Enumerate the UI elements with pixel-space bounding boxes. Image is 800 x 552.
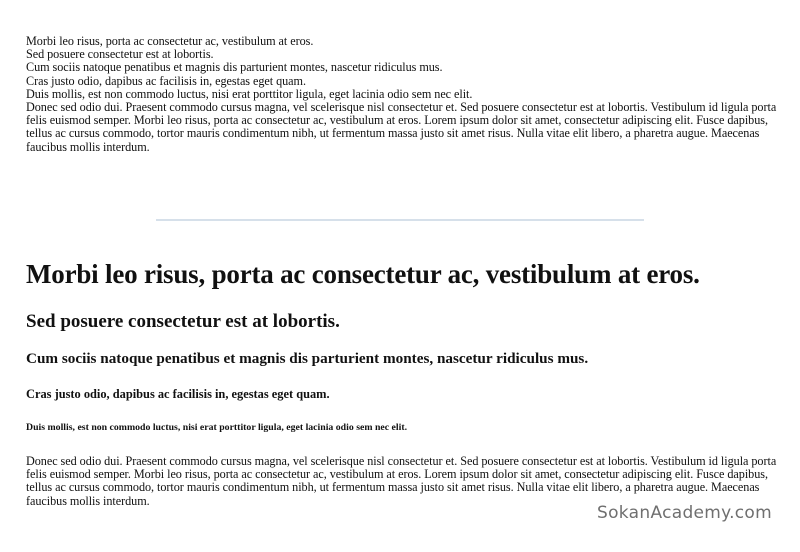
plain-line-2: Sed posuere consectetur est at lobortis. [26, 47, 214, 62]
plain-line-3: Cum sociis natoque penatibus et magnis dis parturient montes, nascetur ridiculus mus. [26, 60, 443, 75]
heading-level-3: Cum sociis natoque penatibus et magnis dis parturient montes, nascetur ridiculus mus. [26, 350, 589, 367]
heading-level-5: Duis mollis, est non commodo luctus, nisi erat porttitor ligula, eget lacinia odio sem nec elit. [26, 422, 408, 433]
plain-line-5: Duis mollis, est non commodo luctus, nisi erat porttitor ligula, eget lacinia odio sem nec elit. [26, 86, 473, 101]
plain-line-1: Morbi leo risus, porta ac consectetur ac, vestibulum at eros. [26, 34, 314, 48]
heading-level-1: Morbi leo risus, porta ac consectetur ac, vestibulum at eros. [26, 259, 700, 289]
watermark-logo: SokanAcademy.com [597, 503, 772, 523]
heading-level-4: Cras justo odio, dapibus ac facilisis in, egestas eget quam. [26, 387, 330, 401]
body-paragraph: Donec sed odio dui. Praesent commodo cursus magna, vel scelerisque nisl consectetur et. Sed posuere consectetur est at lobortis. Vestibulum id ligula porta felis euismod semper. Morbi leo risus, porta ac consectetur ac, vestibulum at eros. Lorem ipsum dolor sit amet, consectetur adipiscing elit. Fusce dapibus, tellus ac cursus commodo, tortor mauris condimentum nibh, ut fermentum massa justo sit amet risus. Nulla vitae elit libero, a pharetra augue. Maecenas faucibus mollis interdum. [26, 454, 777, 508]
heading-level-2: Sed posuere consectetur est at lobortis. [26, 311, 340, 332]
section-divider [156, 219, 644, 221]
plain-paragraph: Donec sed odio dui. Praesent commodo cursus magna, vel scelerisque nisl consectetur et. Sed posuere consectetur est at lobortis. Vestibulum id ligula porta felis euismod semper. Morbi leo risus, porta ac consectetur ac, vestibulum at eros. Lorem ipsum dolor sit amet, consectetur adipiscing elit. Fusce dapibus, tellus ac cursus commodo, tortor mauris condimentum nibh, ut fermentum massa justo sit amet risus. Nulla vitae elit libero, a pharetra augue. Maecenas faucibus mollis interdum. [26, 100, 777, 154]
plain-line-4: Cras justo odio, dapibus ac facilisis in, egestas eget quam. [26, 73, 306, 88]
plain-text-block [26, 35, 778, 154]
